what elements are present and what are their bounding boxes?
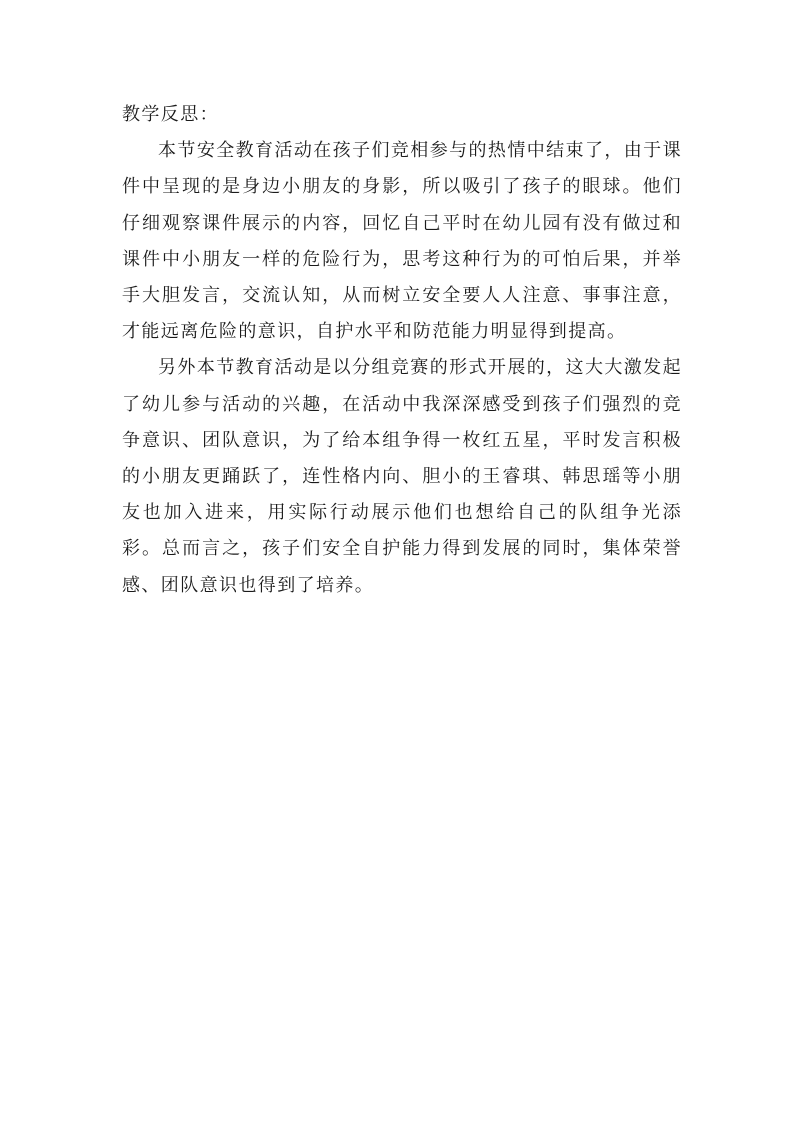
document-body [122,97,682,604]
paragraph-1: 本节安全教育活动在孩子们竞相参与的热情中结束了，由于课件中呈现的是身边小朋友的身影，所以吸引了孩子的眼球。他们仔细观察课件展示的内容，回忆自己平时在幼儿园有没有做过和课件中小朋友一样的危险行为，思考这种行为的可怕后果，并举手大胆发言，交流认知，从而树立安全要人人注意、事事注意，才能远离危险的意识，自护水平和防范能力明显得到提高。 [122,140,682,343]
section-heading: 教学反思： [122,104,219,125]
paragraph-2: 另外本节教育活动是以分组竞赛的形式开展的，这大大激发起了幼儿参与活动的兴趣，在活动中我深深感受到孩子们强烈的竞争意识、团队意识，为了给本组争得一枚红五星，平时发言积极的小朋友更踊跃了，连性格内向、胆小的王睿琪、韩思瑶等小朋友也加入进来，用实际行动展示他们也想给自己的队组争光添彩。总而言之，孩子们安全自护能力得到发展的同时，集体荣誉感、团队意识也得到了培养。 [122,357,682,596]
